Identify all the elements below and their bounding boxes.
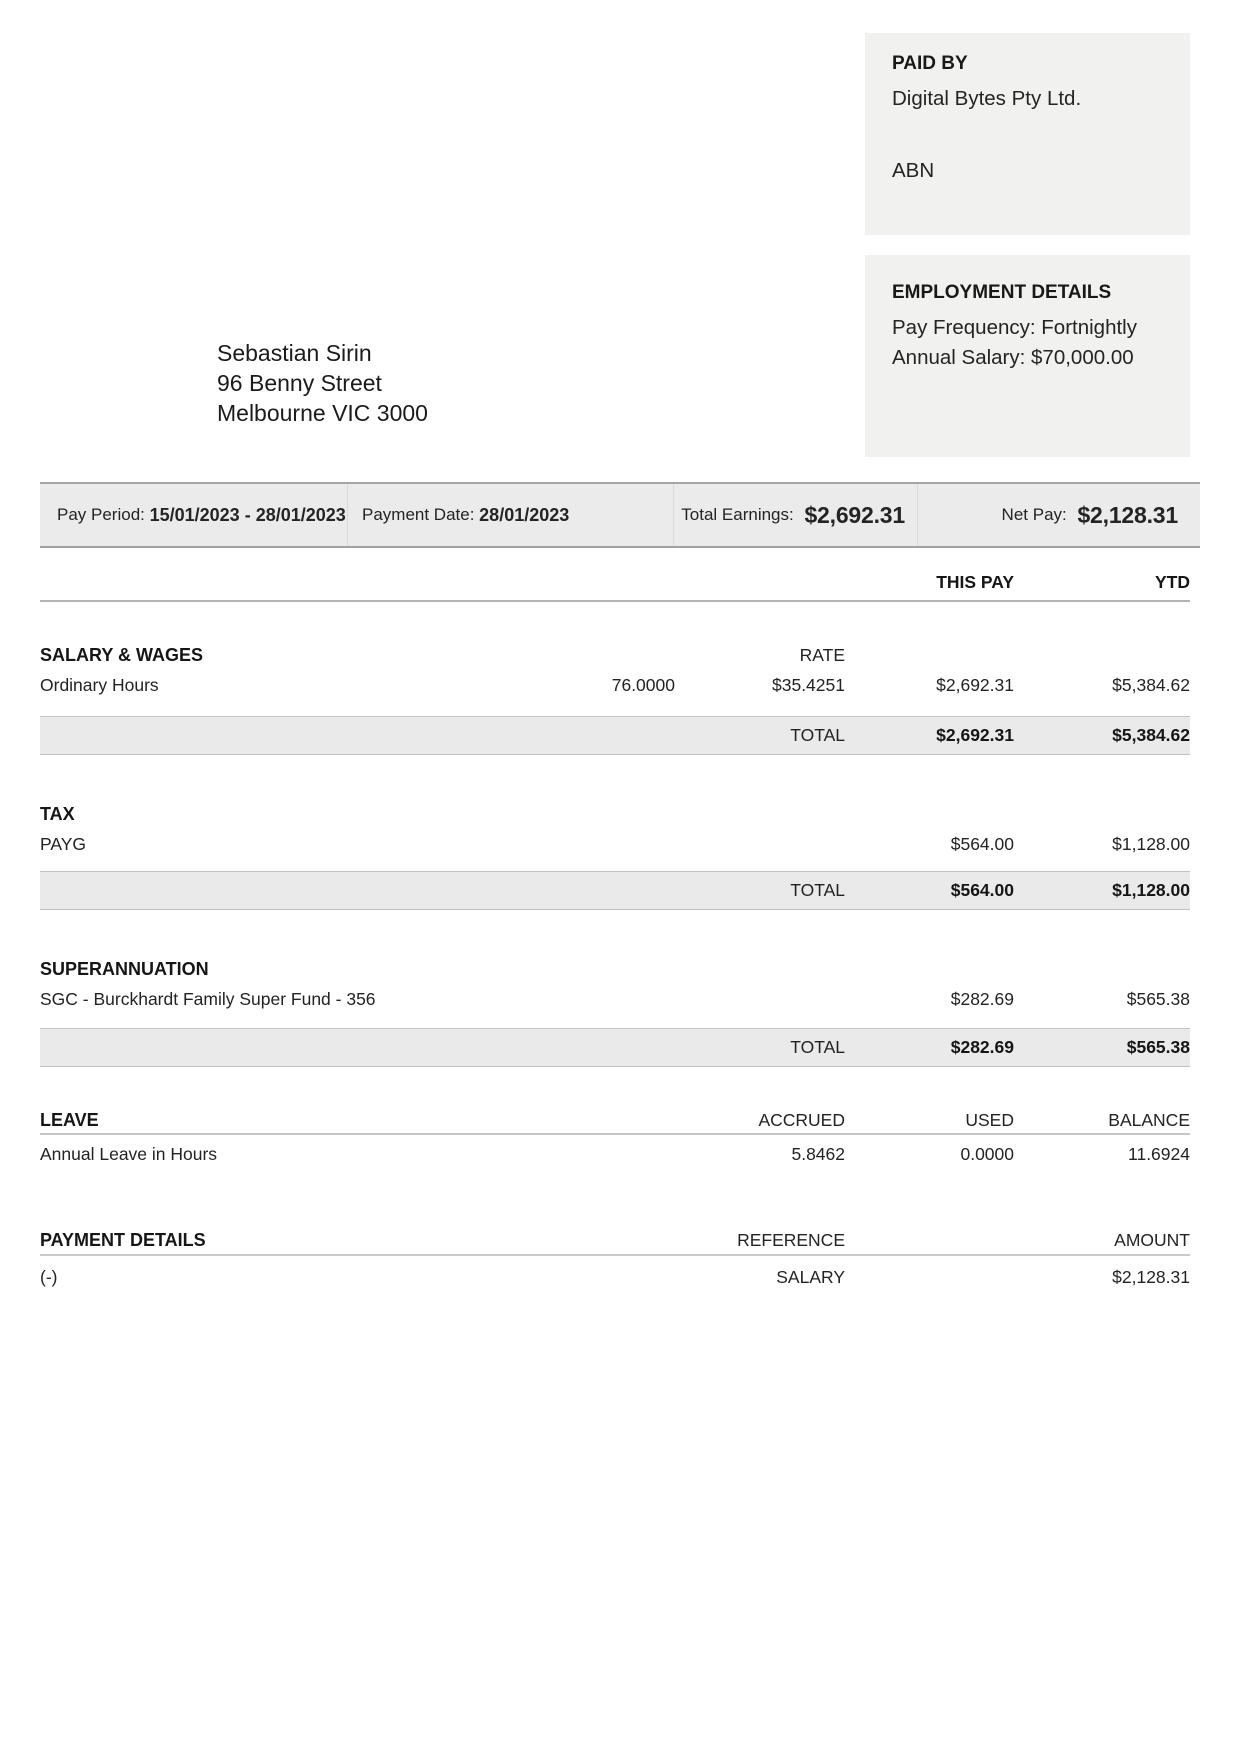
tax-this-pay: $564.00	[950, 834, 1014, 854]
company-name: Digital Bytes Pty Ltd.	[892, 87, 1082, 110]
tax-total-ytd: $1,128.00	[1112, 880, 1190, 900]
leave-header-row	[40, 1109, 1190, 1135]
pay-frequency-line: Pay Frequency: Fortnightly	[892, 316, 1137, 339]
earning-label: Ordinary Hours	[40, 675, 159, 695]
leave-label: Annual Leave in Hours	[40, 1144, 218, 1164]
column-header-row	[40, 560, 1190, 602]
net-pay-cell	[917, 484, 1200, 546]
ytd-column-header: YTD	[1155, 572, 1190, 592]
super-fund-label: SGC - Burckhardt Family Super Fund - 356	[40, 989, 376, 1009]
earning-this-pay: $2,692.31	[936, 675, 1014, 695]
tax-section-title: TAX	[40, 804, 75, 824]
pay-period-value: 15/01/2023 - 28/01/2023	[149, 504, 346, 525]
balance-header: BALANCE	[1108, 1110, 1190, 1130]
payment-reference: SALARY	[776, 1267, 845, 1287]
payment-date-cell	[347, 484, 673, 546]
super-section-title: SUPERANNUATION	[40, 959, 209, 979]
table-row	[40, 1143, 1190, 1165]
rate-header: RATE	[799, 645, 845, 665]
accrued-header: ACCRUED	[758, 1110, 845, 1130]
super-this-pay: $282.69	[950, 989, 1014, 1009]
abn-label: ABN	[892, 159, 935, 182]
this-pay-column-header: THIS PAY	[936, 572, 1014, 592]
total-earnings-cell	[673, 484, 917, 546]
salary-section-title: SALARY & WAGES	[40, 645, 204, 665]
employee-address-line1: 96 Benny Street	[217, 370, 382, 396]
total-earnings-label: Total Earnings:	[681, 505, 799, 524]
annual-salary-line: Annual Salary: $70,000.00	[892, 346, 1134, 369]
used-header: USED	[965, 1110, 1014, 1130]
leave-accrued: 5.8462	[791, 1144, 845, 1164]
earning-hours: 76.0000	[611, 675, 675, 695]
earning-rate: $35.4251	[772, 675, 845, 695]
payment-amount: $2,128.31	[1112, 1267, 1190, 1287]
super-total-this-pay: $282.69	[950, 1037, 1014, 1057]
employee-address-line2: Melbourne VIC 3000	[217, 400, 428, 426]
net-pay-value: $2,128.31	[1077, 501, 1178, 528]
employment-details-box	[865, 255, 1190, 457]
super-total-row	[40, 1028, 1190, 1067]
payment-section-title: PAYMENT DETAILS	[40, 1230, 206, 1250]
paid-by-box	[865, 33, 1190, 235]
payslip-table	[40, 560, 1190, 1288]
super-ytd: $565.38	[1126, 989, 1190, 1009]
super-section-title-row	[40, 958, 1190, 980]
table-row	[40, 1266, 1190, 1288]
payment-date-label: Payment Date:	[362, 505, 480, 524]
earning-ytd: $5,384.62	[1112, 675, 1190, 695]
payment-header-row	[40, 1229, 1190, 1256]
leave-balance: 11.6924	[1128, 1144, 1190, 1164]
tax-section-title-row	[40, 803, 1190, 825]
employee-address-block	[217, 338, 428, 428]
table-row	[40, 674, 1190, 696]
salary-total-label: TOTAL	[790, 725, 845, 745]
salary-section-title-row	[40, 644, 1190, 666]
employee-name: Sebastian Sirin	[217, 340, 372, 366]
leave-used: 0.0000	[960, 1144, 1014, 1164]
super-total-label: TOTAL	[790, 1037, 845, 1057]
summary-bar	[40, 482, 1200, 548]
tax-total-label: TOTAL	[790, 880, 845, 900]
tax-total-this-pay: $564.00	[950, 880, 1014, 900]
paid-by-title: PAID BY	[892, 53, 968, 74]
total-earnings-value: $2,692.31	[804, 501, 905, 528]
pay-period-label: Pay Period:	[57, 505, 150, 524]
reference-header: REFERENCE	[737, 1230, 845, 1250]
net-pay-label: Net Pay:	[1001, 505, 1072, 524]
salary-total-ytd: $5,384.62	[1112, 725, 1190, 745]
payment-account-label: (-)	[40, 1267, 58, 1287]
tax-ytd: $1,128.00	[1112, 834, 1190, 854]
leave-section-title: LEAVE	[40, 1110, 99, 1130]
table-row	[40, 988, 1190, 1010]
salary-total-row	[40, 716, 1190, 755]
table-row	[40, 833, 1190, 855]
payment-date-value: 28/01/2023	[479, 504, 570, 525]
amount-header: AMOUNT	[1114, 1230, 1190, 1250]
pay-period-cell	[40, 484, 347, 546]
tax-label: PAYG	[40, 834, 87, 854]
super-total-ytd: $565.38	[1126, 1037, 1190, 1057]
tax-total-row	[40, 871, 1190, 910]
employment-details-title: EMPLOYMENT DETAILS	[892, 282, 1112, 303]
salary-total-this-pay: $2,692.31	[936, 725, 1014, 745]
